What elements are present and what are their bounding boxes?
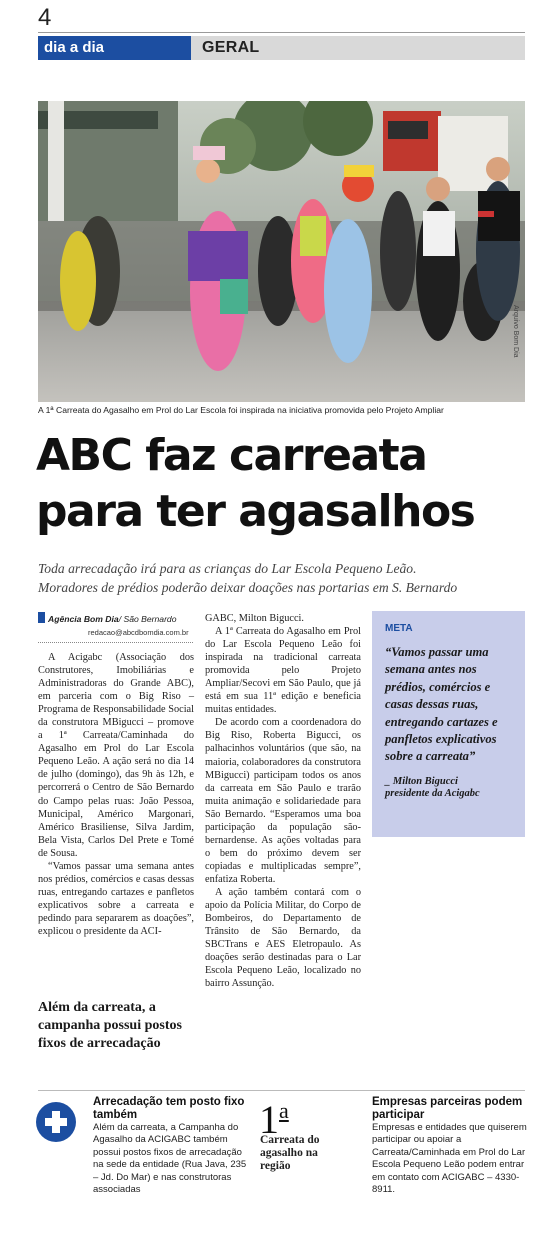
pull-quote: Além da carreata, a campanha possui postos fixos de arrecadação: [38, 1000, 182, 1051]
plus-icon: [36, 1102, 76, 1142]
stat-number-ordinal: a: [279, 1098, 289, 1123]
page-number: 4: [38, 4, 52, 31]
info-fixed-posts: [93, 1096, 253, 1196]
article-paragraph-continued: GABC, Milton Bigucci.: [205, 613, 304, 624]
info-fixed-posts-title: Arrecadação tem posto fixo também: [93, 1096, 245, 1121]
stat-label: Carreata do agasalho na região: [260, 1134, 320, 1172]
meta-quote-box: [372, 611, 525, 837]
byline-city: / São Bernardo: [118, 614, 177, 624]
author-email: redacao@abcdbomdia.com.br: [88, 628, 189, 637]
top-rule: [38, 32, 525, 33]
article-paragraph: A 1ª Carreata do Agasalho em Prol do Lar Escola Pequeno Leão foi inspirada na tradicional carreata promovida pelo Projeto Ampliar/Secovi em São Paulo, que já está em sua 11ª edição e beneficia muitas entidades.: [205, 626, 361, 716]
byline-divider: [38, 642, 193, 643]
photo-credit: Arquivo Bom Dia: [512, 305, 519, 358]
article-column-2: [205, 612, 361, 990]
byline-agency: Agência Bom Dia: [48, 614, 119, 624]
article-paragraph: De acordo com a coordenadora do Big Riso, Roberta Bigucci, os palhacinhos voluntários (que são, na maioria, colaboradores da construtora MBigucci) participam todos os anos da carreata em São Paulo e trarão muita animação e solidariedade para São Bernardo. “Esperamos uma boa participação da população são-bernardense. As ações voltadas para o bem do próximo devem ser copiadas e multiplicadas sempre”, enfatiza Roberta.: [205, 717, 361, 885]
section-tag: dia a dia: [38, 36, 191, 60]
meta-author: [385, 776, 513, 800]
info-fixed-posts-text: Além da carreata, a Campanha do Agasalho da ACIGABC também possui postos fixos de arrecadação na sede da entidade (Rua Java, 235 – Jd. Do Mar) e nas construtoras associadas: [93, 1122, 247, 1196]
subhead-line-1: Toda arrecadação irá para as crianças do Lar Escola Pequeno Leão.: [38, 561, 417, 576]
byline: [38, 612, 198, 624]
meta-quote: “Vamos passar uma semana antes nos prédios, comércios e casas dessas ruas, entregando cartazes e panfletos explicativos sobre a carreata”: [385, 645, 498, 764]
info-partner-companies-text: Empresas e entidades que quiserem participar ou apoiar a Carreata/Caminhada em Prol do Lar Escola Pequeno Leão podem entrar em contato com ACIGABC – 4330-8911.: [372, 1122, 527, 1196]
section-name: GERAL: [202, 39, 260, 56]
info-partner-companies-title: Empresas parceiras podem participar: [372, 1096, 523, 1121]
meta-label: META: [385, 623, 413, 634]
article-paragraph: “Vamos passar uma semana antes nos prédios, comércios e casas dessas ruas, entregando cartazes e panfletos explicativos sobre a carreata e pedindo para separarem as doações”, explicou o presidente da ACI-: [38, 860, 194, 937]
subheadline: [38, 559, 538, 597]
article-paragraph: A Acigabc (Associação dos Construtores, Imobiliárias e Administradoras do Grande ABC), em parceria com o Big Riso – Programa de Responsabilidade Social da construtora MBigucci – promove a 1ª Carreata/Caminhada do Agasalho em Prol do Lar Escola Pequeno Leão. A ação será no dia 14 de julho (domingo), das 9h às 12h, e percorrerá o Centro de São Bernardo do Campo pelas ruas: João Pessoa, Municipal, Américo Margonari, Américo Brasiliense, Silva Jardim, Bela Vista, Carlos Del Prete e Tomé de Sousa.: [38, 652, 194, 859]
photo-carreata-illustration: [38, 101, 525, 402]
meta-author-role: presidente da Acigabc: [385, 787, 480, 799]
article-photo: [38, 101, 525, 402]
subhead-line-2: Moradores de prédios poderão deixar doações nas portarias em S. Bernardo: [38, 580, 458, 595]
article-column-1: [38, 651, 194, 938]
headline-line-2: para ter agasalhos: [36, 486, 475, 537]
stat-number-value: 1: [259, 1097, 279, 1142]
info-partner-companies: [372, 1096, 532, 1196]
headline: [36, 428, 536, 540]
article-paragraph: A ação também contará com o apoio da Polícia Militar, do Corpo de Bombeiros, do Departamento de Trânsito de São Bernardo, da SBCTrans e AES Eletropaulo. As doações serão destinadas para o Lar Escola Pequeno Leão, localizado no bairro Assunção.: [205, 886, 361, 990]
byline-marker-icon: [38, 612, 45, 623]
photo-caption: A 1ª Carreata do Agasalho em Prol do Lar Escola foi inspirada na iniciativa promovida pelo Projeto Ampliar: [38, 405, 444, 415]
meta-author-name: _ Milton Bigucci: [385, 775, 458, 787]
headline-line-1: ABC faz carreata: [36, 430, 427, 481]
